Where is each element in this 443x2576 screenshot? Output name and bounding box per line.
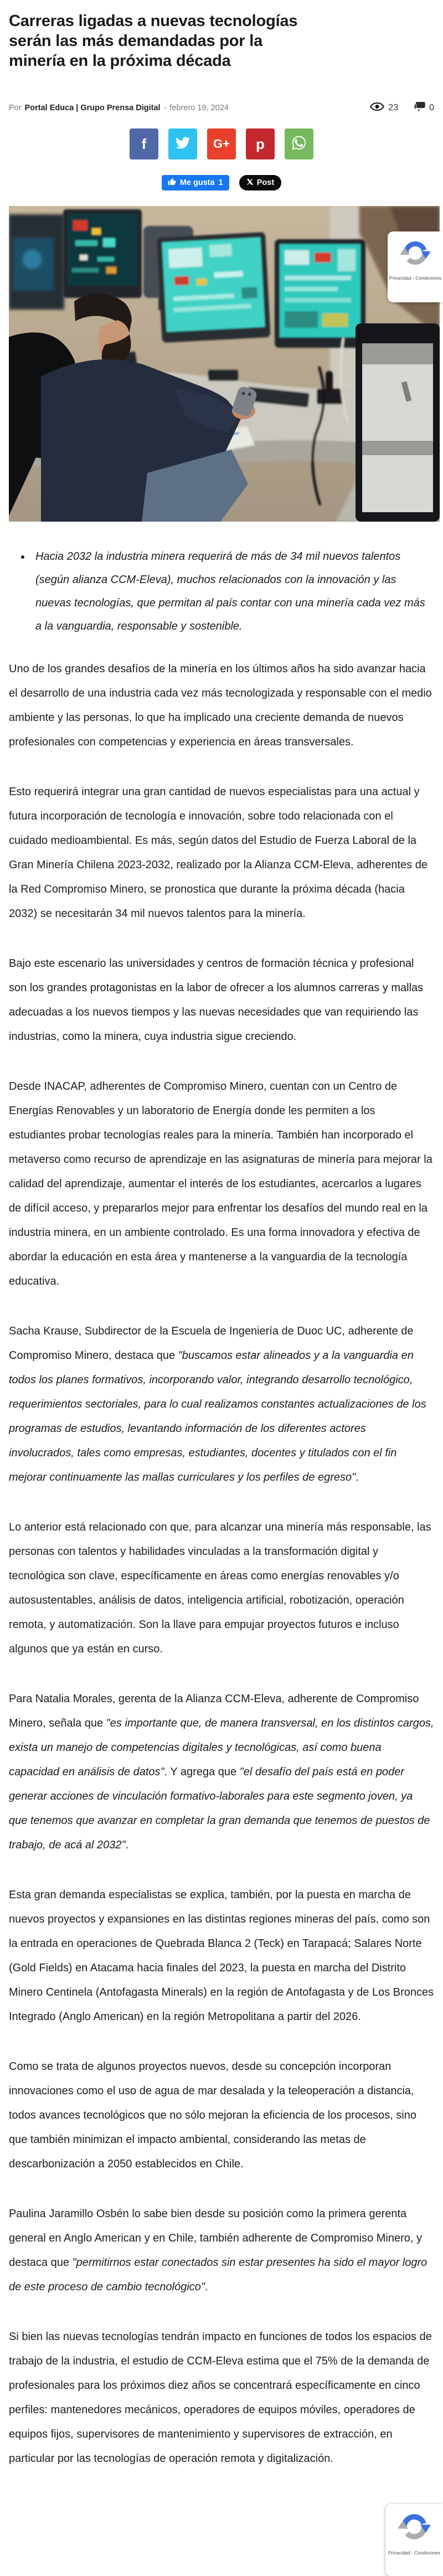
views-count: 23 bbox=[388, 103, 399, 112]
recaptcha-badge-bottom[interactable] bbox=[385, 2504, 443, 2576]
x-post-button[interactable] bbox=[239, 175, 281, 190]
article-stats bbox=[370, 102, 434, 114]
comments-stat[interactable] bbox=[414, 102, 434, 114]
recaptcha-icon bbox=[398, 2536, 430, 2545]
byline-separator: - bbox=[163, 104, 167, 112]
facebook-icon: f bbox=[141, 136, 147, 152]
article-paragraph: Esto requerirá integrar una gran cantidad de nuevos especialistas para una actual y futura incorporación de tecnología e innovación, sobre todo relacionada con el cuidado medioambiental. Es más, según datos del Estudio de Fuerza Laboral de la Gran Minería Chilena 2023-2032, realizado por la Alianza CCM-Eleva, adherentes de la Red Compromiso Minero, se pronostica que durante la próxima década (hacia 2032) se necesitarán 34 mil nuevos talentos para la minería. bbox=[9, 786, 427, 920]
x-logo-icon bbox=[246, 178, 254, 188]
recaptcha-privacy-terms[interactable]: Privacidad - Condiciones bbox=[389, 275, 442, 281]
recaptcha-icon bbox=[400, 261, 430, 270]
article-paragraph: Si bien las nuevas tecnologías tendrán impacto en funciones de todos los espacios de trabajo de la industria, el estudio de CCM-Eleva estima que el 75% de la demanda de profesionales para los próximos diez años se concentrará específicamente en cinco perfiles: mantenedores mecánicos, operadores de equipos móviles, operadores de equipos fijos, supervisores de mantenimiento y supervisores de extracción, en particular por las tecnologías de operación remota y digitalización. bbox=[9, 2331, 432, 2465]
byline bbox=[9, 102, 434, 114]
comments-count: 0 bbox=[429, 103, 434, 112]
views-stat bbox=[370, 102, 398, 114]
pinterest-icon: p bbox=[256, 136, 265, 152]
share-twitter-button[interactable] bbox=[168, 128, 197, 159]
hero-image bbox=[9, 206, 434, 522]
article-paragraph: Desde INACAP, adherentes de Compromiso Minero, cuentan con un Centro de Energías Renovables y un laboratorio de Energía donde les permiten a los estudiantes probar tecnologías reales para la minería. También han incorporado el metaverso como recurso de aprendizaje en las asignaturas de minería para mejorar la calidad del aprendizaje, aumentar el interés de los estudiantes, acercarlos a lugares de difícil acceso, y prepararlos mejor para enfrentar los desafíos del mundo real en la industria minera, en un ambiente controlado. Es una forma innovadora y efectiva de abordar la educación en esta área y mantenerse a la vanguardia de la tecnología educativa. bbox=[9, 1080, 432, 1287]
twitter-icon bbox=[176, 136, 190, 153]
article-paragraph: Lo anterior está relacionado con que, para alcanzar una minería más responsable, las personas con talentos y habilidades vinculadas a la transformación digital y tecnológica son clave, específicamente en áreas como energías renovables y/o autosustentables, análisis de datos, inteligencia artificial, robotización, operación remota, y automatización. Son la llave para empujar proyectos futuros e incluso algunos que ya están en curso. bbox=[9, 1521, 431, 1655]
post-label: Post bbox=[256, 178, 275, 187]
share-googleplus-button[interactable] bbox=[207, 128, 236, 159]
byline-author-link[interactable]: Portal Educa | Grupo Prensa Digital bbox=[24, 104, 161, 112]
thumb-up-icon bbox=[168, 178, 176, 188]
article-page bbox=[0, 11, 443, 2471]
article-lede: • Hacia 2032 la industria minera requerirá de más de 34 mil nuevos talentos (según alianza CCM-Eleva), muchos relacionados con la innovación y las nuevas tecnologías, que permitan al país contar con una minería cada vez más a la vanguardia, responsable y sostenible. bbox=[31, 545, 431, 638]
eye-icon bbox=[370, 102, 384, 114]
like-count: 1 bbox=[218, 178, 223, 187]
article-lede-list bbox=[9, 545, 434, 638]
article-paragraph: Esta gran demanda especialistas se explica, también, por la puesta en marcha de nuevos proyectos y expansiones en las distintas regiones mineras del país, como son la entrada en operaciones de Quebrada Blanca 2 (Teck) en Tarapacá; Salares Norte (Gold Fields) en Atacama hacia finales del 2023, la puesta en marcha del Distrito Minero Centinela (Antofagasta Minerals) en la región de Antofagasta y de Los Bronces Integrado (Anglo American) en la región Metropolitana a partir del 2026. bbox=[9, 1889, 434, 2023]
facebook-like-button[interactable] bbox=[162, 175, 229, 190]
share-pinterest-button[interactable] bbox=[246, 128, 275, 159]
article-paragraph: Uno de los grandes desafíos de la minería en los últimos años ha sido avanzar hacia el desarrollo de una industria cada vez más tecnologizada y responsable con el medio ambiente y las personas, lo que ha implicado una creciente demanda de nuevos profesionales con competencias y experiencia en áreas transversales. bbox=[9, 663, 432, 748]
share-buttons-row bbox=[9, 128, 434, 159]
article-paragraph: Bajo este escenario las universidades y centros de formación técnica y profesional son los grandes protagonistas en la labor de ofrecer a los alumnos carreras y mallas adecuadas a los nuevos tiempos y las nuevas necesidades que van requiriendo las industrias, como la minera, cuya industria sigue creciendo. bbox=[9, 957, 424, 1043]
page-title: Carreras ligadas a nuevas tecnologías serán las más demandadas por la minería en la próxima década bbox=[9, 12, 298, 70]
social-actions-row bbox=[9, 175, 434, 190]
whatsapp-icon bbox=[291, 135, 307, 153]
byline-date: febrero 19, 2024 bbox=[169, 104, 229, 112]
article-paragraph: Para Natalia Morales, gerenta de la Alianza CCM-Eleva, adherente de Compromiso Minero, señala que "es importante que, de manera transversal, en los distintos cargos, exista un manejo de competencias digitales y tecnológicas, así como buena capacidad en análisis de datos". Y agrega que "el desafío del país está en poder generar acciones de vinculación formativo-laborales para este segmento joven, ya que tenemos que avanzar en completar la gran demanda que tenemos de puestos de trabajo, de acá al 2032". bbox=[9, 1693, 434, 1851]
article-body bbox=[9, 657, 434, 2471]
article-paragraph: Sacha Krause, Subdirector de la Escuela de Ingeniería de Duoc UC, adherente de Compromiso Minero, destaca que "buscamos estar alineados y a la vanguardia en todos los planes formativos, incorporando valor, integrando desarrollo tecnológico, requerimientos sectoriales, para lo cual realizamos constantes actualizaciones de los programas de estudios, levantando información de los diferentes actores involucrados, tales como empresas, estudiantes, docentes y titulados con el fin mejorar continuamente las mallas curriculares y los perfiles de egreso". bbox=[9, 1325, 426, 1483]
googleplus-icon: G+ bbox=[213, 137, 230, 151]
recaptcha-badge[interactable] bbox=[388, 231, 443, 302]
share-facebook-button[interactable] bbox=[130, 128, 158, 159]
share-whatsapp-button[interactable] bbox=[285, 128, 313, 159]
comments-icon bbox=[414, 102, 425, 114]
byline-prefix: Por bbox=[9, 104, 22, 112]
article-paragraph: Paulina Jaramillo Osbén lo sabe bien desde su posición como la primera gerenta general en Anglo American y en Chile, también adherente de Compromiso Minero, y destaca que "permitirnos estar conectados sin estar presentes ha sido el mayor logro de este proceso de cambio tecnológico". bbox=[9, 2208, 427, 2293]
article-paragraph: Como se trata de algunos proyectos nuevos, desde su concepción incorporan innovaciones como el uso de agua de mar desalada y la teleoperación a distancia, todos avances tecnológicos que no sólo mejoran la eficiencia de los procesos, sino que también minimizan el impacto ambiental, considerando las metas de descarbonización a 2050 establecidos en Chile. bbox=[9, 2060, 416, 2170]
recaptcha-privacy-terms: Privacidad - Condiciones bbox=[388, 2550, 441, 2556]
like-label: Me gusta bbox=[179, 178, 215, 187]
